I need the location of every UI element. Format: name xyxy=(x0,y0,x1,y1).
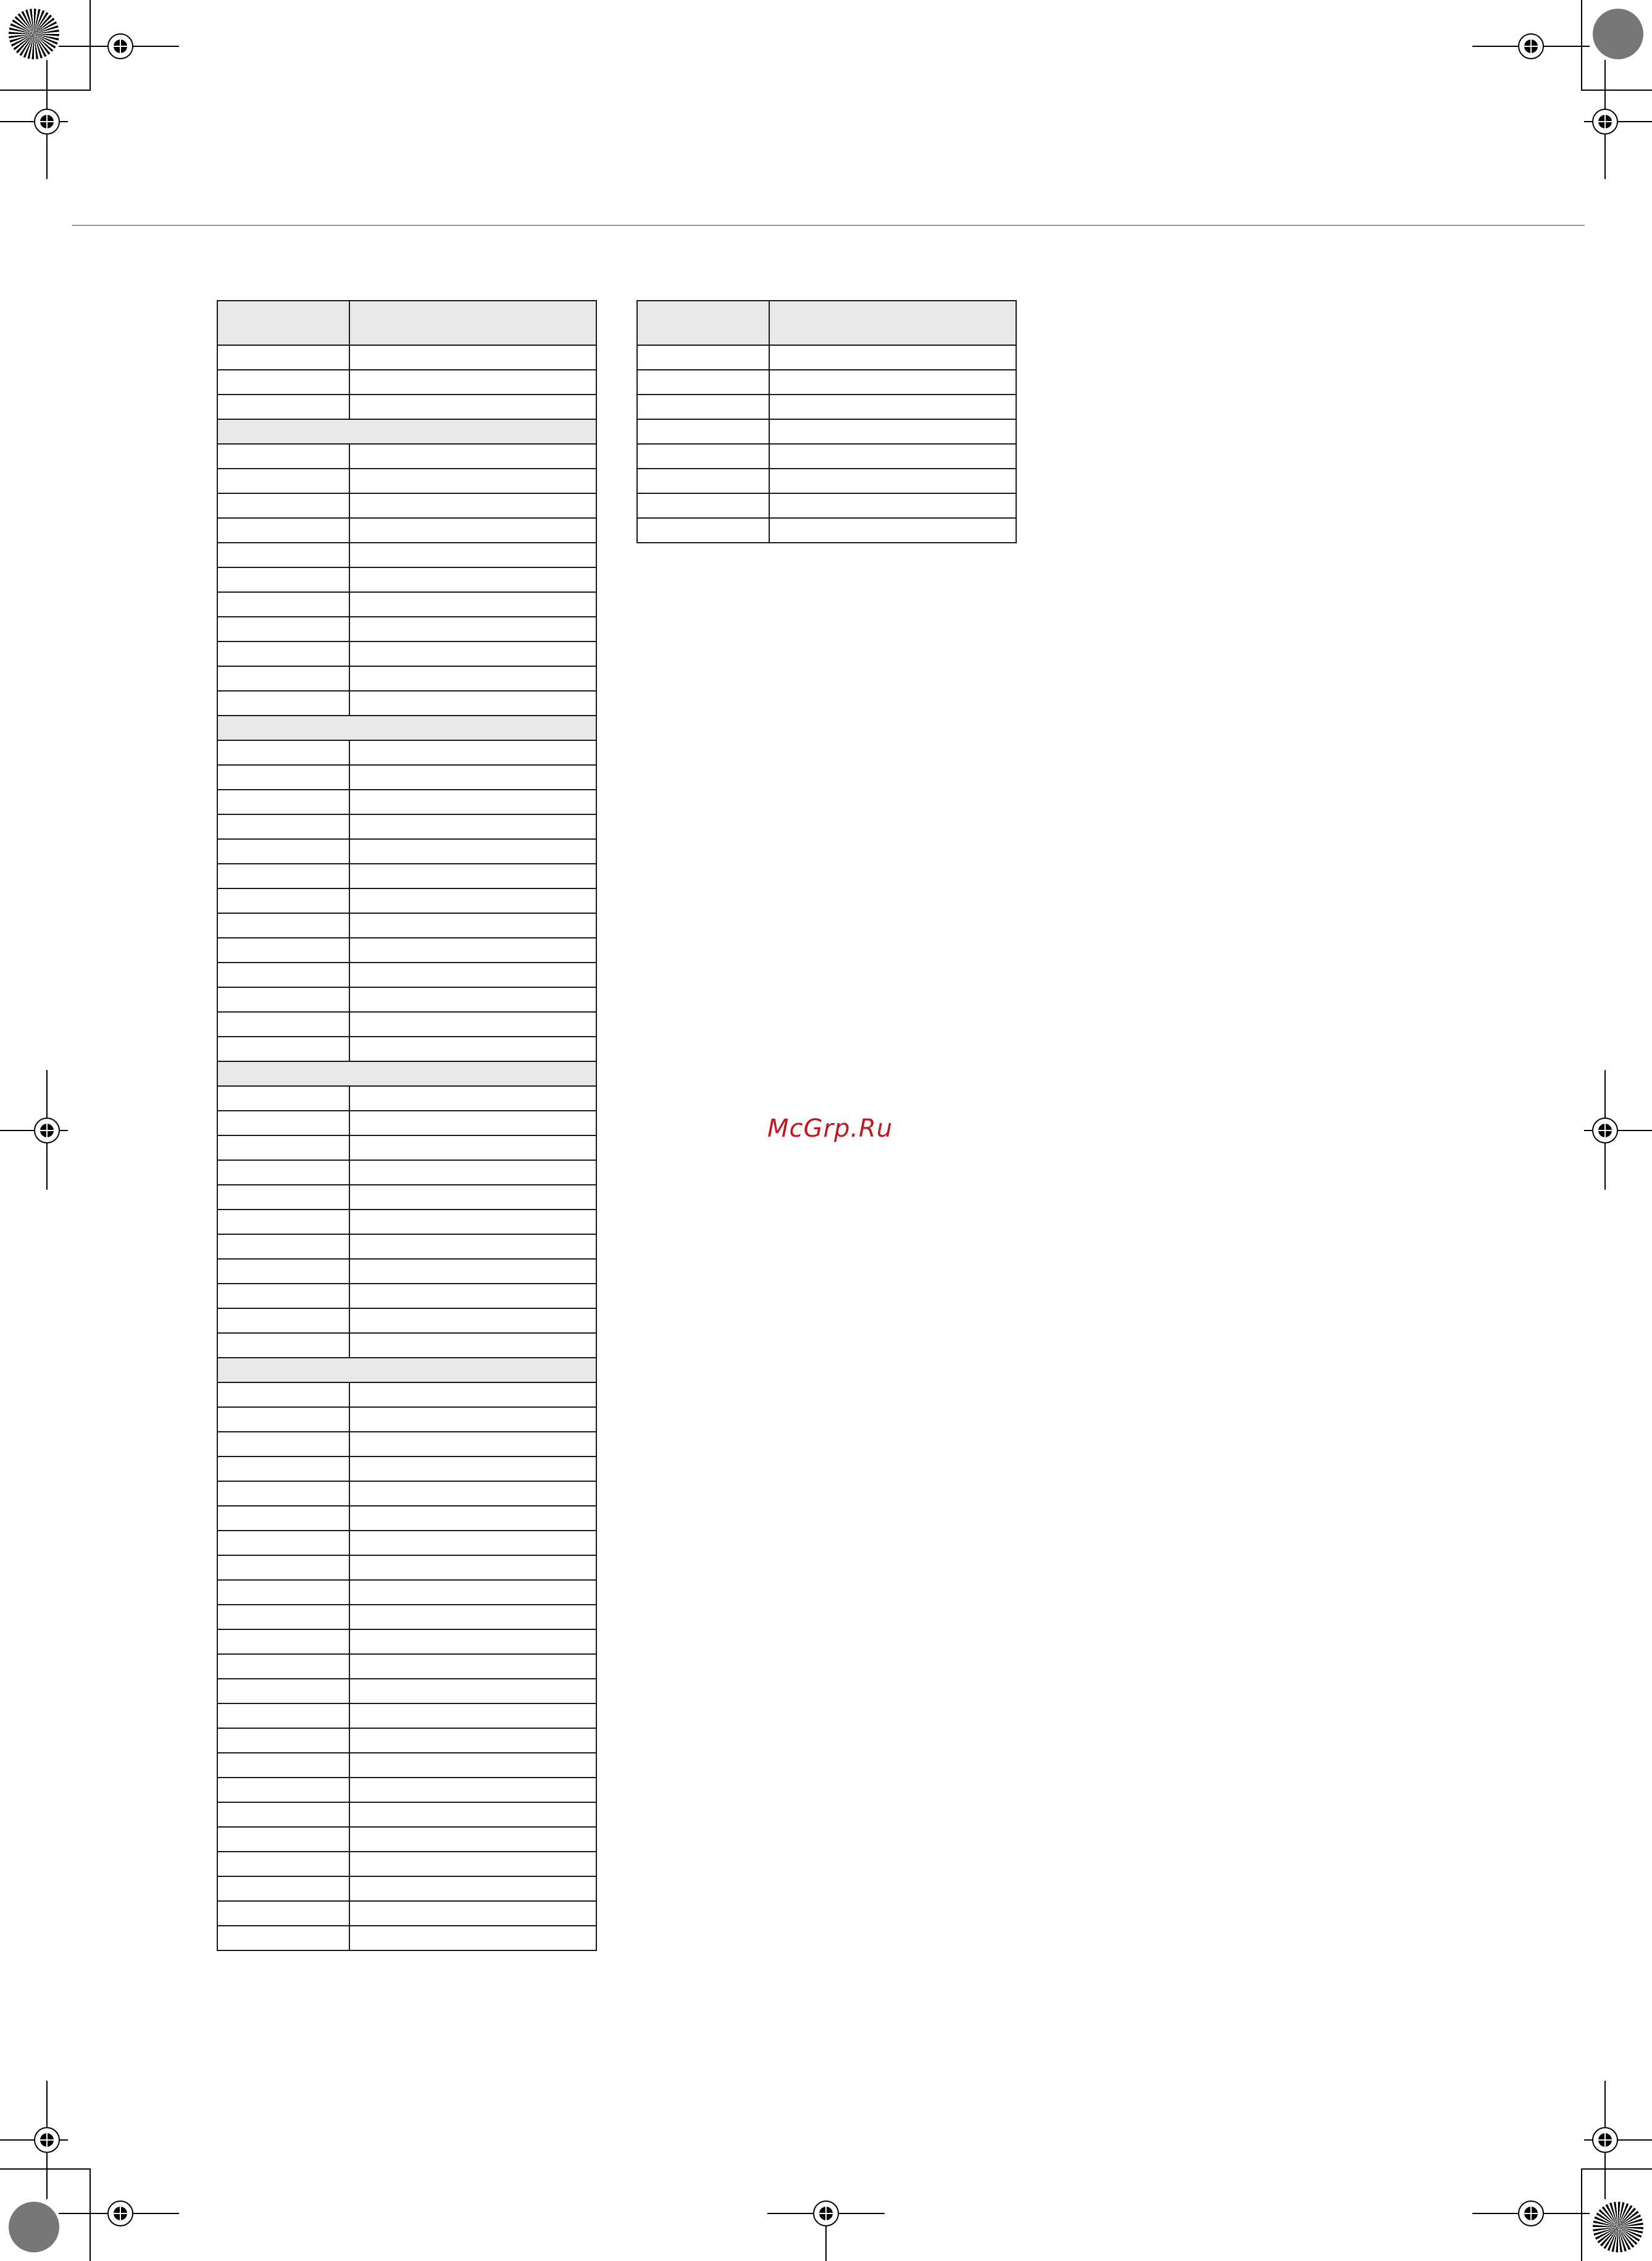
table-cell xyxy=(349,765,596,790)
table-cell xyxy=(217,1852,349,1876)
table-cell xyxy=(349,617,596,642)
table-cell xyxy=(637,469,769,493)
table-cell xyxy=(349,1135,596,1160)
table-row xyxy=(217,913,596,938)
table-row xyxy=(217,1926,596,1950)
table-row xyxy=(217,987,596,1012)
table-cell xyxy=(217,1506,349,1531)
table-cell xyxy=(217,1382,349,1407)
header-rule xyxy=(72,225,1585,226)
table-row xyxy=(217,1012,596,1037)
table-cell xyxy=(217,1778,349,1802)
table-cell xyxy=(217,814,349,839)
table-row xyxy=(217,1234,596,1259)
table-cell xyxy=(637,444,769,469)
table-cell xyxy=(637,370,769,395)
table-cell xyxy=(769,419,1016,444)
table-row xyxy=(217,1333,596,1358)
table-section-row xyxy=(217,716,596,740)
table-cell xyxy=(217,1679,349,1703)
table-cell xyxy=(217,1753,349,1778)
table-cell xyxy=(217,1876,349,1901)
table-cell xyxy=(349,567,596,592)
table-row xyxy=(217,1629,596,1654)
table-cell xyxy=(349,1605,596,1629)
table-cell xyxy=(217,1333,349,1358)
table-cell xyxy=(217,1654,349,1679)
table-cell xyxy=(349,1876,596,1901)
table-cell xyxy=(217,1901,349,1926)
table-cell xyxy=(769,395,1016,419)
table-header-cell xyxy=(637,301,769,345)
table-cell xyxy=(217,395,349,419)
table-cell xyxy=(217,839,349,864)
table-row xyxy=(217,1703,596,1728)
table-cell xyxy=(349,1111,596,1135)
table-cell xyxy=(349,1382,596,1407)
table-row xyxy=(217,1605,596,1629)
table-cell xyxy=(217,1432,349,1456)
table-row xyxy=(217,1852,596,1876)
table-cell xyxy=(637,345,769,370)
table-cell xyxy=(217,765,349,790)
table-row xyxy=(217,1580,596,1605)
table-row xyxy=(217,1456,596,1481)
table-cell xyxy=(349,543,596,567)
table-cell xyxy=(349,1753,596,1778)
table-row xyxy=(217,1284,596,1308)
table-row xyxy=(217,1728,596,1753)
table-header-cell xyxy=(769,301,1016,345)
table-cell xyxy=(349,1679,596,1703)
table-left xyxy=(217,300,597,1951)
table-row xyxy=(637,518,1016,543)
table-row xyxy=(217,1827,596,1852)
table-row xyxy=(217,1778,596,1802)
table-cell xyxy=(349,592,596,617)
table-cell xyxy=(349,1506,596,1531)
table-cell xyxy=(349,1728,596,1753)
table-row xyxy=(217,864,596,888)
starburst-target-icon xyxy=(9,9,59,59)
table-cell xyxy=(349,370,596,395)
table-cell xyxy=(637,493,769,518)
table-row xyxy=(217,518,596,543)
gray-target-icon xyxy=(1593,9,1643,59)
table-cell xyxy=(217,1259,349,1284)
table-row xyxy=(217,963,596,987)
table-row xyxy=(217,691,596,716)
table-cell xyxy=(637,419,769,444)
table-row xyxy=(217,1432,596,1456)
table-row xyxy=(217,1876,596,1901)
table-row xyxy=(217,642,596,666)
table-cell xyxy=(217,1135,349,1160)
table-cell xyxy=(349,1308,596,1333)
table-row xyxy=(217,469,596,493)
table-cell xyxy=(349,395,596,419)
table-cell xyxy=(217,1210,349,1234)
table-cell xyxy=(349,666,596,691)
table-row xyxy=(217,1531,596,1555)
table-cell xyxy=(349,1086,596,1111)
table-section-cell xyxy=(217,716,596,740)
table-cell xyxy=(349,642,596,666)
table-row xyxy=(217,1135,596,1160)
table-cell xyxy=(217,987,349,1012)
table-cell xyxy=(349,1333,596,1358)
table-section-row xyxy=(217,419,596,444)
table-cell xyxy=(217,1111,349,1135)
table-cell xyxy=(217,1728,349,1753)
table-section-row xyxy=(217,1358,596,1382)
table-cell xyxy=(349,1703,596,1728)
table-cell xyxy=(349,493,596,518)
table-cell xyxy=(217,740,349,765)
table-cell xyxy=(217,691,349,716)
table-cell xyxy=(217,617,349,642)
table-cell xyxy=(349,888,596,913)
table-section-cell xyxy=(217,1061,596,1086)
table-row xyxy=(217,1111,596,1135)
table-cell xyxy=(349,1259,596,1284)
table-cell xyxy=(217,1308,349,1333)
table-cell xyxy=(217,666,349,691)
table-cell xyxy=(349,1531,596,1555)
table-row xyxy=(217,1407,596,1432)
table-cell xyxy=(349,790,596,814)
table-row xyxy=(217,1506,596,1531)
table-row xyxy=(217,1753,596,1778)
table-cell xyxy=(217,1926,349,1950)
table-cell xyxy=(217,1629,349,1654)
table-cell xyxy=(637,518,769,543)
table-cell xyxy=(217,444,349,469)
table-cell xyxy=(217,543,349,567)
table-row xyxy=(217,1308,596,1333)
table-cell xyxy=(349,1580,596,1605)
table-cell xyxy=(217,567,349,592)
table-cell xyxy=(217,1185,349,1210)
table-row xyxy=(217,888,596,913)
table-cell xyxy=(217,592,349,617)
table-cell xyxy=(217,1086,349,1111)
table-cell xyxy=(349,963,596,987)
table-cell xyxy=(217,1703,349,1728)
table-header-cell xyxy=(217,301,349,345)
table-row xyxy=(217,493,596,518)
table-row xyxy=(217,1654,596,1679)
table-row xyxy=(217,790,596,814)
table-cell xyxy=(217,1531,349,1555)
table-section-cell xyxy=(217,419,596,444)
table-row xyxy=(217,1382,596,1407)
table-cell xyxy=(769,370,1016,395)
table-cell xyxy=(217,888,349,913)
table-row xyxy=(217,1210,596,1234)
table-header-cell xyxy=(349,301,596,345)
table-row xyxy=(217,814,596,839)
table-cell xyxy=(349,1284,596,1308)
table-cell xyxy=(349,987,596,1012)
table-cell xyxy=(349,913,596,938)
table-cell xyxy=(217,913,349,938)
table-cell xyxy=(217,1802,349,1827)
table-row xyxy=(637,469,1016,493)
table-row xyxy=(217,1037,596,1061)
table-row xyxy=(217,592,596,617)
table-cell xyxy=(217,1555,349,1580)
table-cell xyxy=(217,1234,349,1259)
table-row xyxy=(217,1555,596,1580)
starburst-target-icon xyxy=(1593,2202,1643,2252)
table-cell xyxy=(217,1407,349,1432)
table-row xyxy=(217,1086,596,1111)
table-row xyxy=(217,1802,596,1827)
table-cell xyxy=(349,1185,596,1210)
table-cell xyxy=(349,1432,596,1456)
table-cell xyxy=(217,1605,349,1629)
table-cell xyxy=(349,1481,596,1506)
table-cell xyxy=(217,1827,349,1852)
table-cell xyxy=(217,1481,349,1506)
table-cell xyxy=(349,1629,596,1654)
table-row xyxy=(217,740,596,765)
table-cell xyxy=(217,790,349,814)
table-cell xyxy=(769,469,1016,493)
table-cell xyxy=(349,518,596,543)
table-row xyxy=(637,370,1016,395)
table-cell xyxy=(217,518,349,543)
table-cell xyxy=(349,814,596,839)
table-cell xyxy=(349,1012,596,1037)
table-row xyxy=(217,345,596,370)
table-right xyxy=(636,300,1017,543)
table-cell xyxy=(349,1555,596,1580)
table-row xyxy=(217,938,596,963)
table-cell xyxy=(349,1926,596,1950)
table-section-row xyxy=(217,1061,596,1086)
table-cell xyxy=(217,370,349,395)
table-cell xyxy=(217,493,349,518)
table-section-cell xyxy=(217,1358,596,1382)
table-row xyxy=(217,666,596,691)
table-cell xyxy=(349,1210,596,1234)
table-cell xyxy=(349,1827,596,1852)
table-row xyxy=(637,345,1016,370)
table-cell xyxy=(349,1234,596,1259)
table-row xyxy=(217,1259,596,1284)
watermark-text: McGrp.Ru xyxy=(767,1114,893,1143)
table-cell xyxy=(217,1456,349,1481)
table-cell xyxy=(349,469,596,493)
table-row xyxy=(217,839,596,864)
table-row xyxy=(217,1185,596,1210)
gray-target-icon xyxy=(9,2202,59,2252)
table-cell xyxy=(349,691,596,716)
table-cell xyxy=(349,1160,596,1185)
table-cell xyxy=(217,642,349,666)
table-cell xyxy=(769,518,1016,543)
table-row xyxy=(217,1679,596,1703)
table-row xyxy=(217,765,596,790)
table-cell xyxy=(349,1407,596,1432)
table-cell xyxy=(349,1654,596,1679)
table-cell xyxy=(349,1456,596,1481)
table-row xyxy=(637,493,1016,518)
table-cell xyxy=(217,1284,349,1308)
table-cell xyxy=(637,395,769,419)
table-cell xyxy=(769,493,1016,518)
table-cell xyxy=(349,839,596,864)
table-cell xyxy=(349,1901,596,1926)
table-header-row xyxy=(637,301,1016,345)
table-header-row xyxy=(217,301,596,345)
table-cell xyxy=(217,1160,349,1185)
table-cell xyxy=(349,740,596,765)
table-cell xyxy=(217,963,349,987)
table-row xyxy=(637,444,1016,469)
table-row xyxy=(637,419,1016,444)
table-cell xyxy=(349,1778,596,1802)
table-row xyxy=(217,1901,596,1926)
table-cell xyxy=(769,444,1016,469)
table-row xyxy=(217,395,596,419)
table-cell xyxy=(217,345,349,370)
table-cell xyxy=(349,444,596,469)
table-cell xyxy=(217,1037,349,1061)
table-cell xyxy=(349,1802,596,1827)
table-row xyxy=(217,617,596,642)
table-row xyxy=(217,444,596,469)
table-row xyxy=(217,1160,596,1185)
table-cell xyxy=(217,1580,349,1605)
table-cell xyxy=(217,1012,349,1037)
table-cell xyxy=(349,345,596,370)
table-cell xyxy=(349,864,596,888)
table-row xyxy=(217,543,596,567)
table-cell xyxy=(217,938,349,963)
table-cell xyxy=(217,469,349,493)
table-row xyxy=(217,370,596,395)
table-row xyxy=(217,567,596,592)
table-row xyxy=(217,1481,596,1506)
table-cell xyxy=(349,938,596,963)
table-cell xyxy=(769,345,1016,370)
table-cell xyxy=(349,1037,596,1061)
table-cell xyxy=(217,864,349,888)
table-row xyxy=(637,395,1016,419)
table-cell xyxy=(349,1852,596,1876)
